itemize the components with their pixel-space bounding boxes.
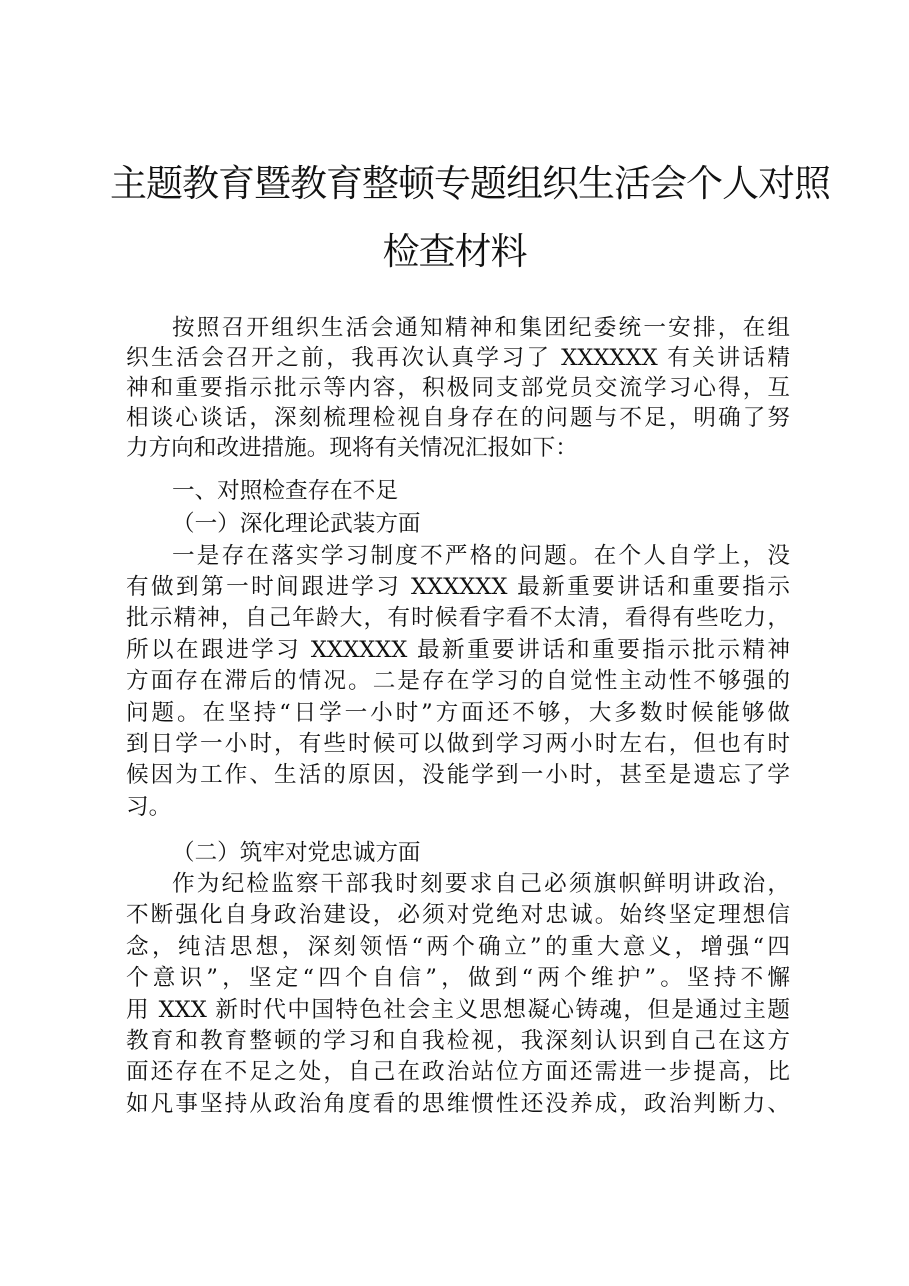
paragraph-line: 教育和教育整顿的学习和自我检视，我深刻认识到自己在这方 [126, 1028, 790, 1054]
paragraph-line: 念，纯洁思想，深刻领悟“两个确立”的重大意义，增强“四 [126, 934, 790, 960]
paragraph-line: 习。 [126, 794, 172, 820]
subsection-heading: （二）筑牢对党忠诚方面 [172, 840, 421, 866]
section-heading: 一、对照检查存在不足 [172, 478, 398, 504]
paragraph-line: 不断强化自身政治建设，必须对党绝对忠诚。始终坚定理想信 [126, 902, 790, 928]
paragraph-line: 作为纪检监察干部我时刻要求自己必须旗帜鲜明讲政治， [172, 871, 790, 897]
paragraph-line: 一是存在落实学习制度不严格的问题。在个人自学上，没 [172, 543, 790, 569]
paragraph-line: 面还存在不足之处，自己在政治站位方面还需进一步提高，比 [126, 1059, 790, 1085]
paragraph-line: 到日学一小时，有些时候可以做到学习两小时左右，但也有时 [126, 731, 790, 757]
paragraph-line: 相谈心谈话，深刻梳理检视自身存在的问题与不足，明确了努 [126, 405, 790, 431]
paragraph-line: 方面存在滞后的情况。二是存在学习的自觉性主动性不够强的 [126, 668, 790, 694]
paragraph-line: 力方向和改进措施。现将有关情况汇报如下： [126, 435, 578, 461]
paragraph-line: 神和重要指示批示等内容，积极同支部党员交流学习心得，互 [126, 375, 790, 401]
paragraph-line: 候因为工作、生活的原因，没能学到一小时，甚至是遗忘了学 [126, 762, 790, 788]
paragraph-line: 织生活会召开之前，我再次认真学习了 XXXXXX 有关讲话精 [126, 345, 790, 371]
paragraph-line: 用 XXX 新时代中国特色社会主义思想凝心铸魂，但是通过主题 [126, 997, 790, 1023]
paragraph-line: 问题。在坚持“日学一小时”方面还不够，大多数时候能够做 [126, 700, 790, 726]
paragraph-line: 批示精神，自己年龄大，有时候看字看不太清，看得有些吃力， [126, 605, 790, 631]
document-title-line-2: 检查材料 [382, 230, 527, 273]
paragraph-line: 如凡事坚持从政治角度看的思维惯性还没养成，政治判断力、 [126, 1091, 790, 1117]
paragraph-line: 有做到第一时间跟进学习 XXXXXX 最新重要讲话和重要指示 [126, 574, 790, 600]
paragraph-line: 按照召开组织生活会通知精神和集团纪委统一安排，在组 [172, 315, 790, 341]
document-title-line-1: 主题教育暨教育整顿专题组织生活会个人对照 [110, 162, 830, 205]
paragraph-line: 个意识”，坚定“四个自信”，做到“两个维护”。坚持不懈 [126, 965, 790, 991]
subsection-heading: （一）深化理论武装方面 [172, 511, 421, 537]
paragraph-line: 所以在跟进学习 XXXXXX 最新重要讲话和重要指示批示精神 [126, 637, 790, 663]
